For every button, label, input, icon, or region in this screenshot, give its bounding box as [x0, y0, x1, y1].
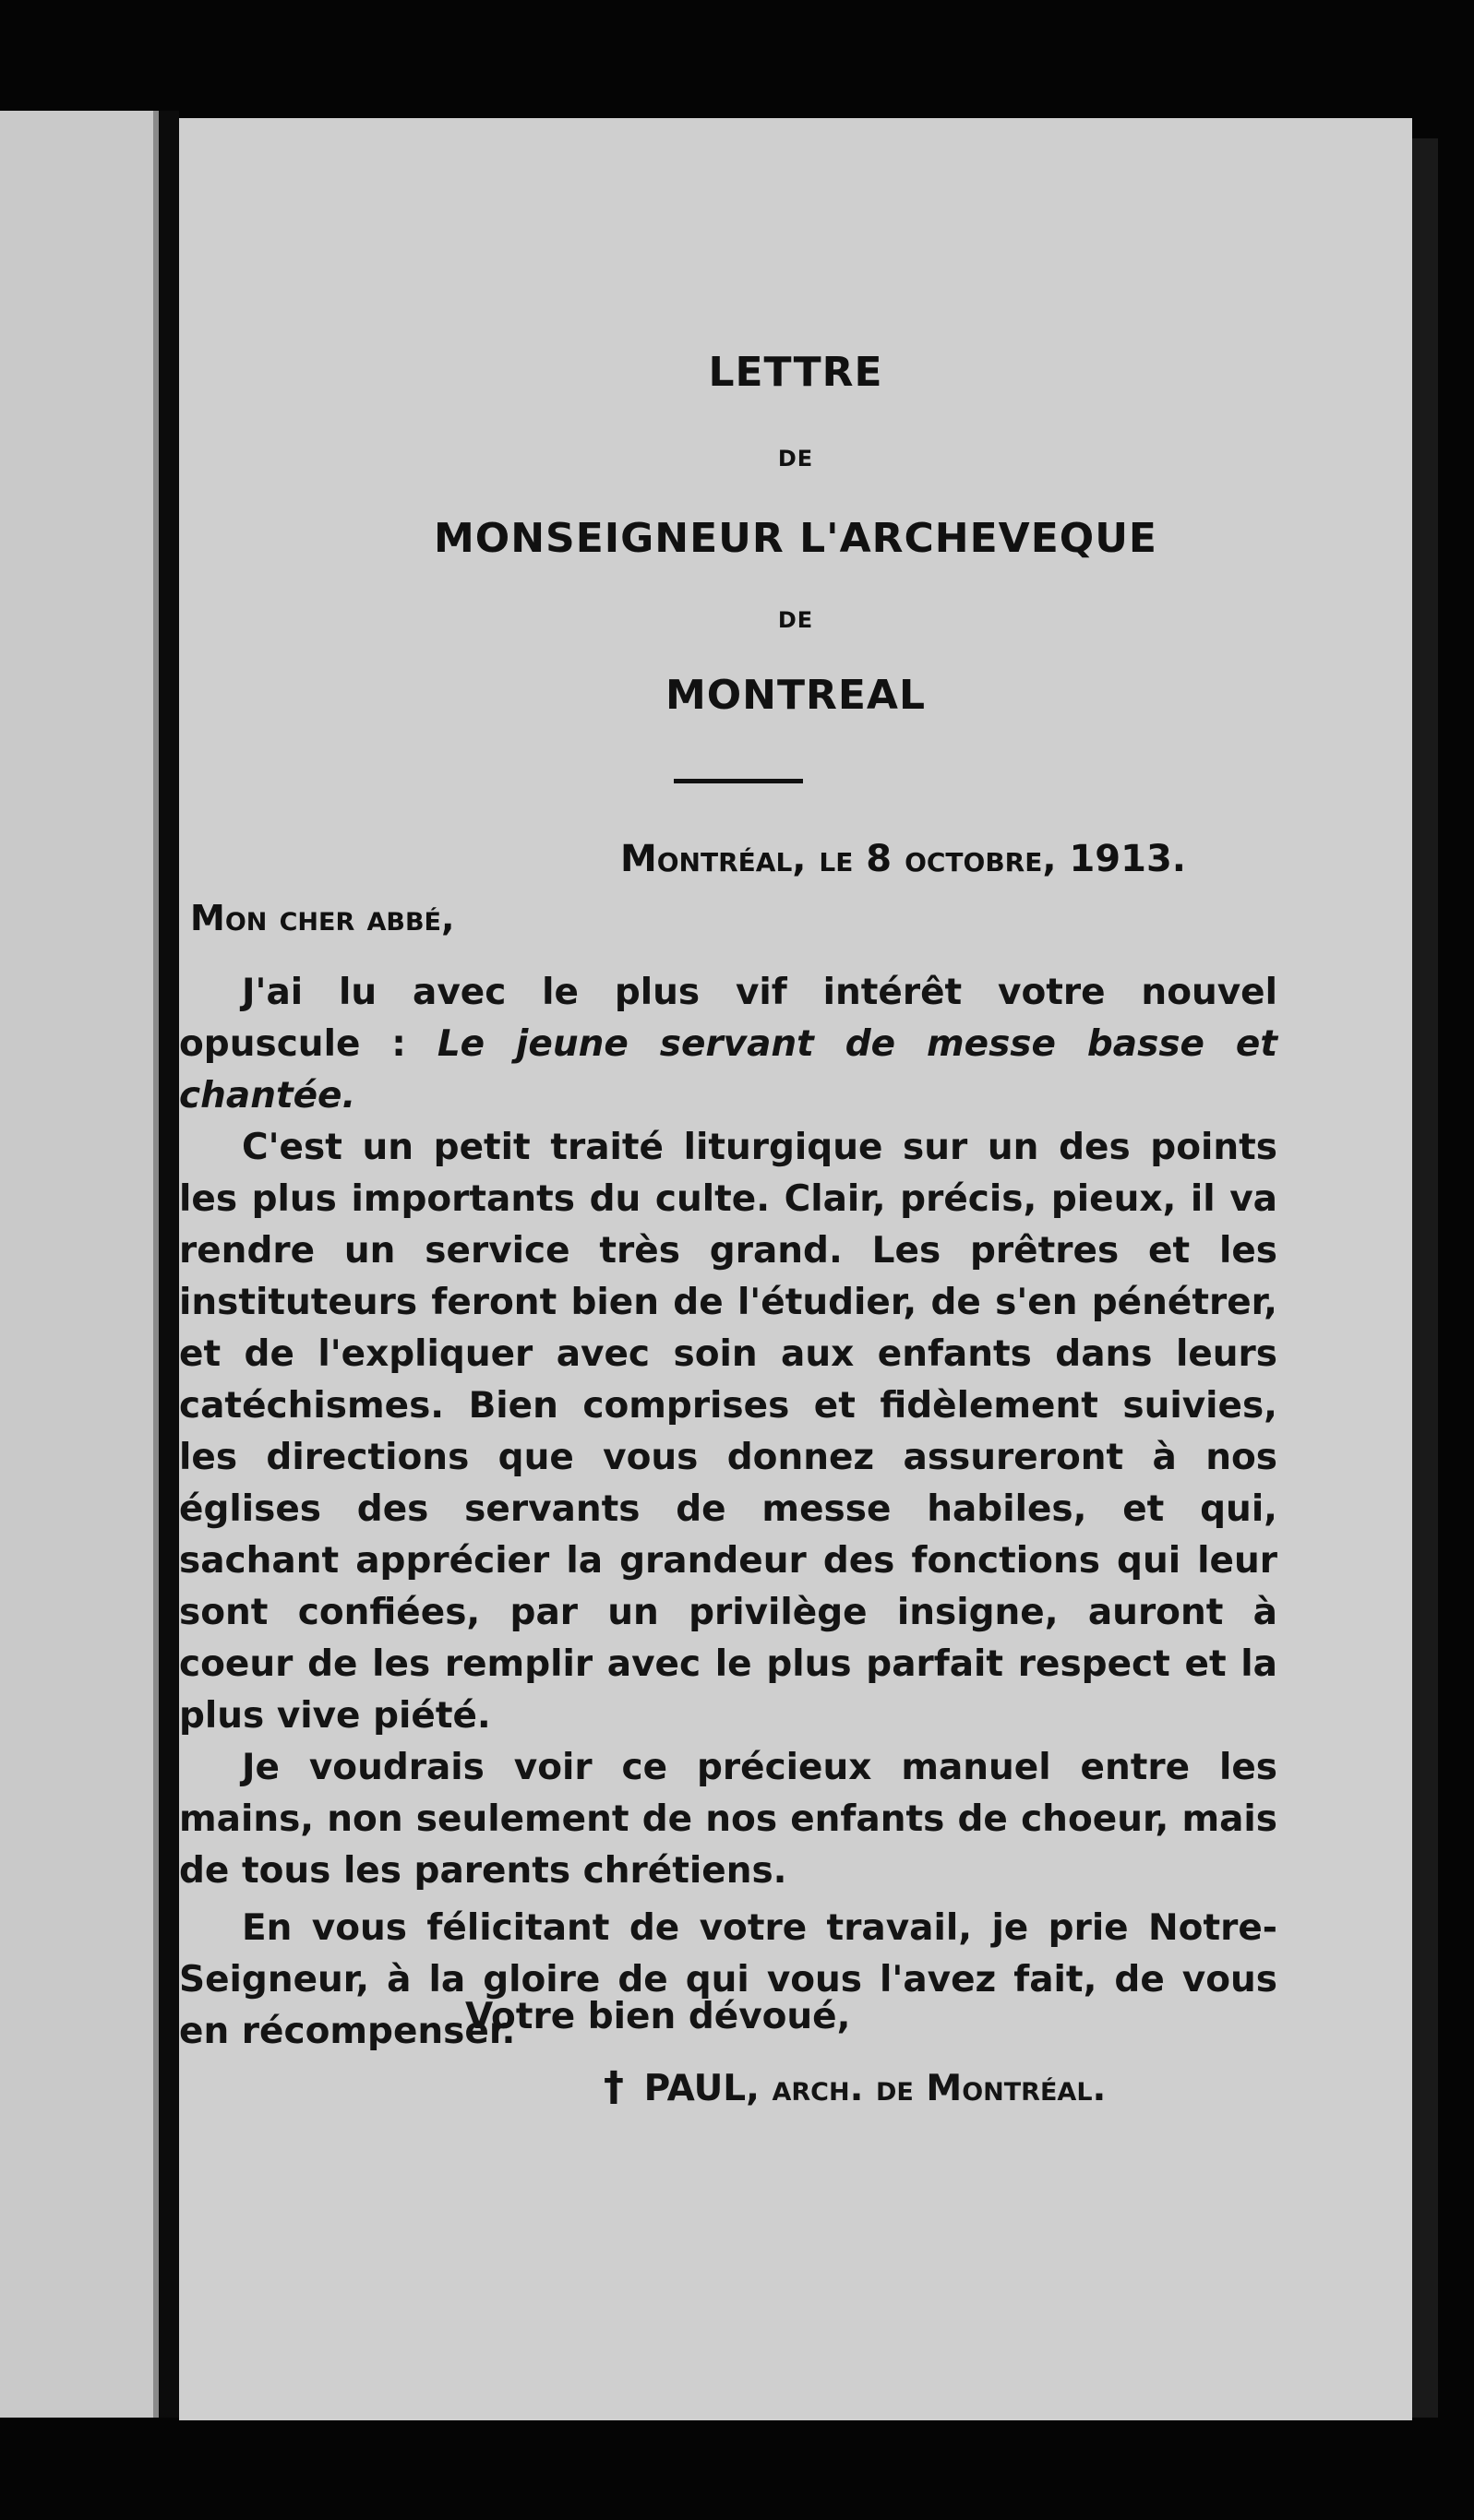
book-title: Le jeune servant de messe basse et chantée.: [179, 1023, 1277, 1117]
salutation: Mon cher abbé,: [190, 898, 455, 938]
paragraph-1: [179, 967, 1277, 1122]
title-rule: [674, 779, 803, 783]
paragraph-2: C'est un petit traité liturgique sur un des points les plus importants du culte. Clair, précis, pieux, il va rendre un service très grand. Les prêtres et les instituteurs feront bien de l'étudier, de s'en pénétrer, et de l'expliquer avec soin aux enfants dans leurs catéchismes. Bien comprises et fidèlement suivies, les directions que vous donnez assureront à nos églises des servants de messe habiles, et qui, sachant apprécier la grandeur des fonctions qui leur sont confiées, par un privilège insigne, auront à coeur de les remplir avec le plus parfait respect et la plus vive piété.: [179, 1127, 1277, 1737]
heading-monseigneur: MONSEIGNEUR L'ARCHEVEQUE: [434, 515, 1157, 562]
heading-de-1: DE: [777, 446, 814, 472]
letter-body: [179, 967, 1277, 2058]
heading-de-2: DE: [777, 607, 814, 633]
paragraph-3: Je voudrais voir ce précieux manuel entre les mains, non seulement de nos enfants de choeur, mais de tous les parents chrétiens.: [179, 1747, 1277, 1892]
document-page: [179, 118, 1412, 2420]
closing: Votre bien dévoué,: [465, 1996, 851, 2037]
cross-icon: †: [604, 2063, 624, 2110]
paragraph-1-text: J'ai lu avec le plus vif intérêt votre nouvel opuscule :: [179, 972, 1277, 1065]
heading-montreal: MONTREAL: [665, 672, 927, 719]
adjacent-page-edge: [0, 111, 159, 2418]
dateline: Montréal, le 8 octobre, 1913.: [619, 838, 1186, 880]
binding-shadow: [159, 111, 179, 2418]
paragraph-4: En vous félicitant de votre travail, je prie Notre-Seigneur, à la gloire de qui vous l'avez fait, de vous en récompenser.: [179, 1907, 1277, 2052]
heading-lettre: LETTRE: [708, 349, 883, 396]
page-right-edge: [1412, 138, 1438, 2418]
signature-title: arch. de Montréal.: [772, 2068, 1107, 2109]
signature-name: PAUL,: [643, 2068, 760, 2109]
signature: [604, 2063, 1106, 2110]
